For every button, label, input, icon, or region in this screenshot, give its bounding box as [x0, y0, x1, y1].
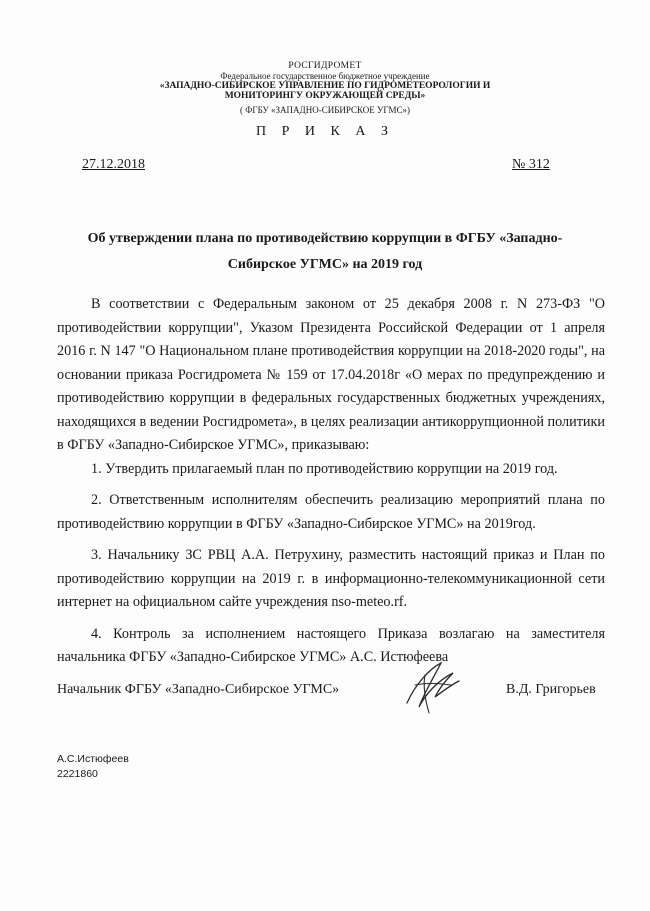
document-title: П Р И К А З — [256, 124, 394, 139]
handwritten-signature — [395, 655, 465, 717]
signatory-position: Начальник ФГБУ «Западно-Сибирское УГМС» — [57, 682, 340, 697]
executor-name: А.С.Истюфеев — [57, 753, 129, 765]
order-item-4: 4. Контроль за исполнением настоящего Приказа возлагаю на заместителя начальника ФГБУ «Западно-Сибирское УГМС» А.С. Истюфеева — [57, 625, 605, 665]
order-item-3: 3. Начальнику ЗС РВЦ А.А. Петрухину, разместить настоящий приказ и План по противодействию коррупции на 2019 г. в информационно-телекоммуникационной сети интернет на официальном сайте учреждения nso-meteo.rf. — [57, 547, 605, 610]
document-body — [57, 293, 605, 670]
institution-short-name: ( ФГБУ «ЗАПАДНО-СИБИРСКОЕ УГМС») — [240, 105, 410, 115]
order-item-2: 2. Ответственным исполнителям обеспечить реализацию мероприятий плана по противодействию коррупции в ФГБУ «Западно-Сибирское УГМС» на 2019год. — [57, 492, 605, 532]
institution-name: «ЗАПАДНО-СИБИРСКОЕ УПРАВЛЕНИЕ ПО ГИДРОМЕТЕОРОЛОГИИ И МОНИТОРИНГУ ОКРУЖАЮЩЕЙ СРЕДЫ» — [159, 81, 491, 102]
order-item-1: 1. Утвердить прилагаемый план по противодействию коррупции на 2019 год. — [91, 460, 558, 477]
agency-name: РОСГИДРОМЕТ — [288, 61, 362, 71]
preamble-paragraph: В соответствии с Федеральным законом от 25 декабря 2008 г. N 273-ФЗ "О противодействии коррупции", Указом Президента Российской Федерации от 1 апреля 2016 г. N 147 "О Национальном плане противодействия коррупции на 2018-2020 годы", на основании приказа Росгидромета № 159 от 17.04.2018г «О мерах по предупреждению и противодействию коррупции в федеральных государственных бюджетных учреждениях, находящихся в ведении Росгидромета», в целях реализации антикоррупционной политики в ФГБУ «Западно-Сибирское УГМС», приказываю: — [57, 296, 605, 453]
institution-type: Федеральное государственное бюджетное учреждение — [220, 71, 430, 81]
document-date: 27.12.2018 — [82, 157, 145, 172]
document-number: № 312 — [512, 157, 550, 172]
signatory-name: В.Д. Григорьев — [506, 682, 596, 697]
executor-phone: 2221860 — [57, 768, 98, 780]
document-subject: Об утверждении плана по противодействию коррупции в ФГБУ «Западно-Сибирское УГМС» на 2019 год — [87, 231, 563, 272]
